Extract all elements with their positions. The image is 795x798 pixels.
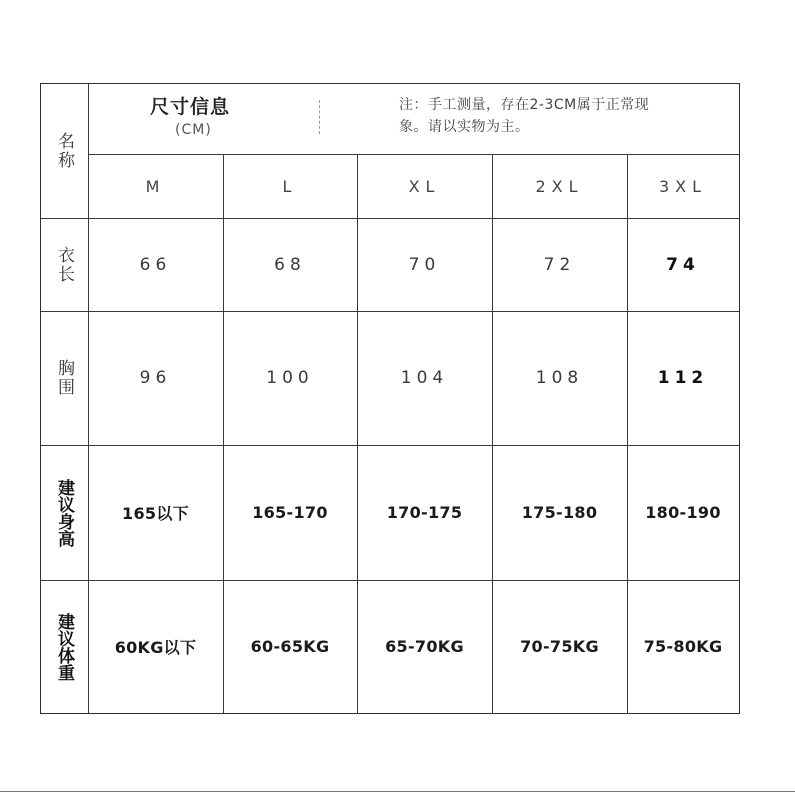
size-header-m: M: [145, 176, 166, 196]
table-cell: 180-190: [645, 503, 721, 522]
unit-label: (CM): [175, 122, 212, 138]
chart-title: 尺寸信息: [150, 96, 231, 118]
row-label-suggested-height: 建议身高: [54, 478, 74, 547]
table-cell: 72: [543, 254, 576, 275]
size-header-xl: XL: [408, 176, 441, 196]
table-cell: 68: [274, 254, 306, 275]
size-header-2xl: 2XL: [535, 176, 584, 196]
table-cell: 60KG以下: [114, 638, 197, 657]
table-cell: 104: [400, 368, 449, 388]
table-cell: 96: [139, 368, 172, 388]
size-header-l: L: [282, 176, 298, 196]
row-label-chest: 胸围: [54, 359, 74, 397]
table-cell: 74: [666, 254, 700, 275]
table-cell: 175-180: [521, 503, 598, 522]
table-cell: 165以下: [122, 504, 189, 523]
measurement-note-line1: 注：手工测量，存在2-3CM属于正常现: [399, 97, 650, 113]
row-label-length: 衣长: [54, 245, 74, 284]
table-cell: 108: [535, 368, 584, 388]
row-label-suggested-weight: 建议体重: [54, 612, 74, 681]
table-cell: 70: [408, 254, 441, 275]
table-cell: 170-175: [386, 503, 463, 522]
bottom-divider: [0, 791, 795, 792]
table-cell: 66: [139, 254, 172, 275]
table-cell: 112: [657, 368, 709, 388]
table-cell: 70-75KG: [520, 637, 599, 656]
table-cell: 75-80KG: [643, 637, 723, 656]
row-label-name: 名称: [54, 132, 74, 170]
size-table: [40, 83, 740, 714]
table-cell: 165-170: [252, 503, 328, 522]
table-cell: 60-65KG: [250, 637, 330, 656]
table-cell: 100: [266, 368, 314, 388]
table-cell: 65-70KG: [385, 637, 464, 656]
header-divider: [319, 100, 320, 134]
size-header-3xl: 3XL: [658, 176, 708, 196]
measurement-note-line2: 象。请以实物为主。: [399, 119, 530, 135]
